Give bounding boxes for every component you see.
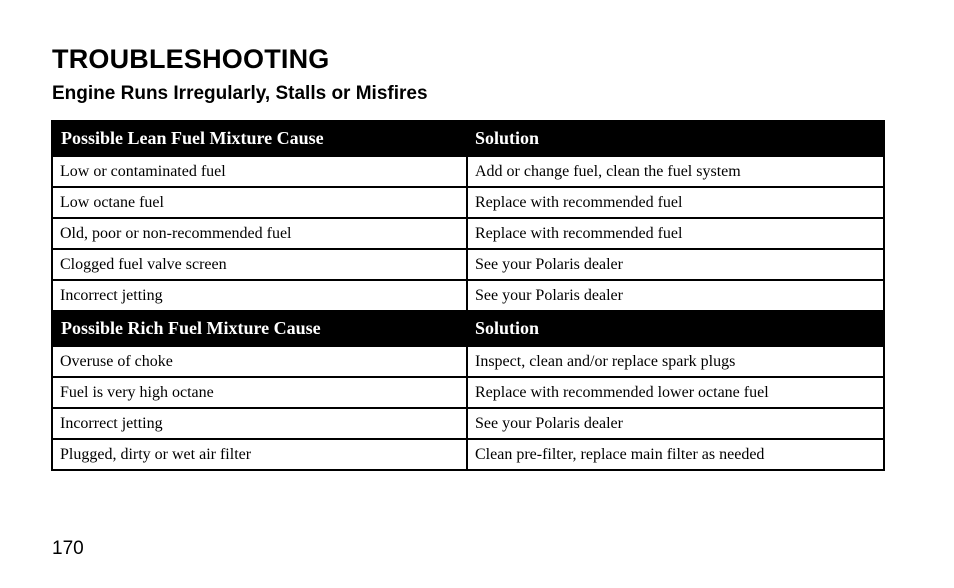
table-row (52, 439, 884, 470)
rich-cause-header: Possible Rich Fuel Mixture Cause (52, 311, 467, 346)
solution-cell: Replace with recommended fuel (467, 218, 884, 249)
cause-cell: Plugged, dirty or wet air filter (52, 439, 467, 470)
page-number: 170 (52, 538, 84, 559)
lean-cause-header: Possible Lean Fuel Mixture Cause (52, 121, 467, 156)
cause-cell: Incorrect jetting (52, 280, 467, 311)
solution-cell: Add or change fuel, clean the fuel system (467, 156, 884, 187)
cause-cell: Clogged fuel valve screen (52, 249, 467, 280)
solution-cell: Replace with recommended fuel (467, 187, 884, 218)
solution-cell: Replace with recommended lower octane fuel (467, 377, 884, 408)
table-row (52, 408, 884, 439)
solution-cell: See your Polaris dealer (467, 249, 884, 280)
lean-solution-header: Solution (467, 121, 884, 156)
cause-cell: Incorrect jetting (52, 408, 467, 439)
rich-header-row (52, 311, 884, 346)
troubleshooting-table (51, 120, 885, 471)
table-row (52, 346, 884, 377)
cause-cell: Overuse of choke (52, 346, 467, 377)
table-row (52, 280, 884, 311)
table-row (52, 218, 884, 249)
cause-cell: Low octane fuel (52, 187, 467, 218)
cause-cell: Old, poor or non-recommended fuel (52, 218, 467, 249)
cause-cell: Low or contaminated fuel (52, 156, 467, 187)
section-subtitle: Engine Runs Irregularly, Stalls or Misfires (52, 83, 428, 104)
table-row (52, 187, 884, 218)
solution-cell: See your Polaris dealer (467, 280, 884, 311)
lean-header-row (52, 121, 884, 156)
page-title: TROUBLESHOOTING (52, 44, 330, 74)
cause-cell: Fuel is very high octane (52, 377, 467, 408)
solution-cell: See your Polaris dealer (467, 408, 884, 439)
table-row (52, 377, 884, 408)
table-row (52, 249, 884, 280)
rich-solution-header: Solution (467, 311, 884, 346)
table-row (52, 156, 884, 187)
solution-cell: Clean pre-filter, replace main filter as needed (467, 439, 884, 470)
solution-cell: Inspect, clean and/or replace spark plugs (467, 346, 884, 377)
